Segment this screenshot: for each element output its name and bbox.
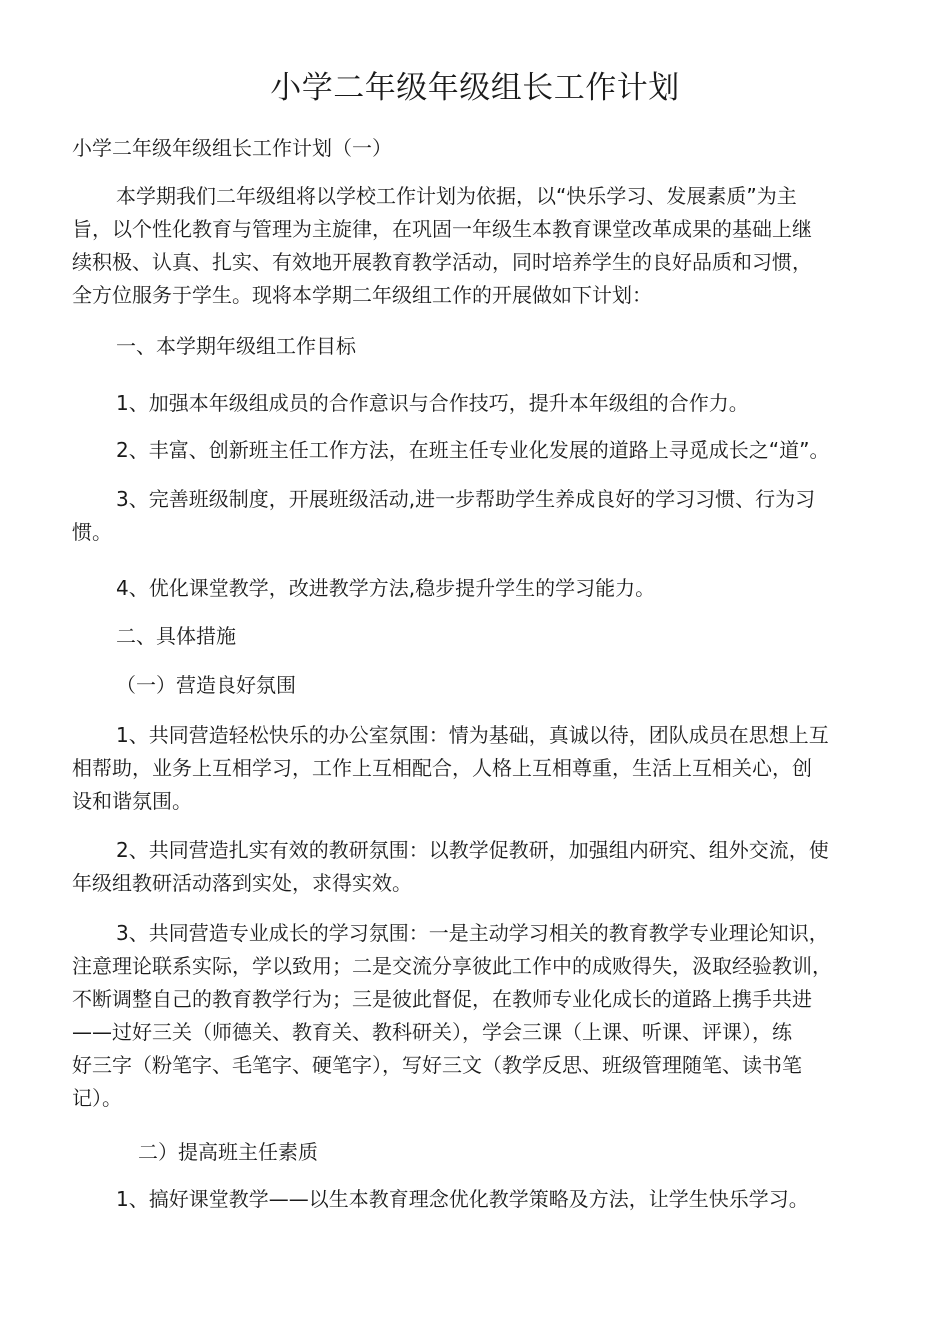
goal-item-3-line: 3、完善班级制度，开展班级活动,进一步帮助学生养成良好的学习习惯、行为习 (116, 487, 816, 511)
measure-item-2-line: 年级组教研活动落到实处，求得实效。 (72, 871, 412, 895)
goal-item-4: 4、优化课堂教学，改进教学方法,稳步提升学生的学习能力。 (116, 576, 656, 600)
section1-heading: 一、本学期年级组工作目标 (116, 334, 356, 358)
measure-item-1-line: 1、共同营造轻松快乐的办公室氛围：情为基础，真诚以待，团队成员在思想上互 (116, 723, 829, 747)
measure-item-2 (72, 834, 870, 900)
document-subtitle: 小学二年级年级组长工作计划（一） (72, 136, 392, 160)
intro-line: 旨，以个性化教育与管理为主旋律，在巩固一年级生本教育课堂改革成果的基础上继 (72, 217, 812, 241)
goal-item-1: 1、加强本年级组成员的合作意识与合作技巧，提升本年级组的合作力。 (116, 391, 749, 415)
measure-item-1 (72, 719, 870, 818)
measure-item-3-line: 好三字（粉笔字、毛笔字、硬笔字），写好三文（教学反思、班级管理随笔、读书笔 (72, 1053, 802, 1077)
goal-item-2: 2、丰富、创新班主任工作方法，在班主任专业化发展的道路上寻觅成长之“道”。 (116, 438, 830, 462)
intro-line: 本学期我们二年级组将以学校工作计划为依据，以“快乐学习、发展素质”为主 (116, 184, 797, 208)
document-title: 小学二年级年级组长工作计划 (270, 70, 680, 106)
section2-heading: 二、具体措施 (116, 624, 236, 648)
subsection1-heading: （一）营造良好氛围 (116, 673, 296, 697)
teacher-item-1: 1、搞好课堂教学——以生本教育理念优化教学策略及方法，让学生快乐学习。 (116, 1187, 809, 1211)
measure-item-3-line: 3、共同营造专业成长的学习氛围：一是主动学习相关的教育教学专业理论知识， (116, 921, 829, 945)
goal-item-3-line: 惯。 (72, 520, 112, 544)
measure-item-1-line: 相帮助，业务上互相学习，工作上互相配合，人格上互相尊重，生活上互相关心，创 (72, 756, 812, 780)
measure-item-3-line: ——过好三关（师德关、教育关、教科研关），学会三课（上课、听课、评课），练 (72, 1020, 792, 1044)
measure-item-2-line: 2、共同营造扎实有效的教研氛围：以教学促教研，加强组内研究、组外交流，使 (116, 838, 829, 862)
subsection2-heading: 二）提高班主任素质 (138, 1140, 318, 1164)
measure-item-3 (72, 917, 870, 1115)
intro-line: 续积极、认真、扎实、有效地开展教育教学活动，同时培养学生的良好品质和习惯， (72, 250, 812, 274)
measure-item-1-line: 设和谐氛围。 (72, 789, 192, 813)
intro-line: 全方位服务于学生。现将本学期二年级组工作的开展做如下计划： (72, 283, 652, 307)
intro-paragraph (72, 180, 870, 312)
measure-item-3-line: 记）。 (72, 1086, 122, 1110)
measure-item-3-line: 不断调整自己的教育教学行为；三是彼此督促，在教师专业化成长的道路上携手共进 (72, 987, 812, 1011)
measure-item-3-line: 注意理论联系实际，学以致用；二是交流分享彼此工作中的成败得失，汲取经验教训， (72, 954, 832, 978)
goal-item-3 (72, 483, 870, 549)
